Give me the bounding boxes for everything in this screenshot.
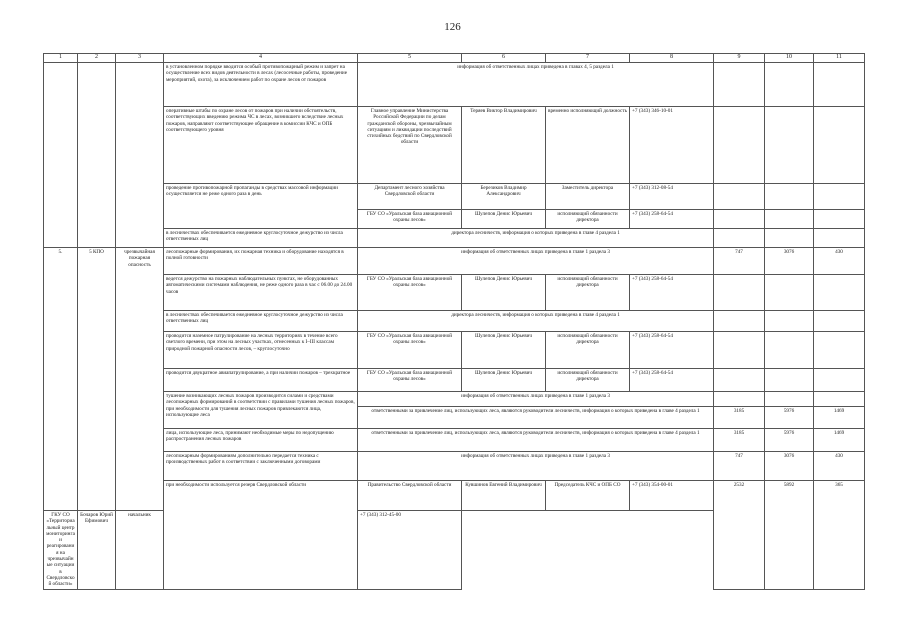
empty-cell	[714, 332, 765, 369]
position-cell: начальник	[116, 511, 164, 590]
table-row	[44, 481, 865, 511]
organization-cell: Главное управление Министерства Российской Федерации по делам гражданской обороны, чрезвычайным ситуациям и ликвидации последствий стихийных бедствий по Свердловской области	[358, 107, 462, 184]
col-header: 5	[358, 54, 462, 63]
value-cell: 3076	[765, 248, 814, 275]
phone-cell: +7 (343) 258-64-54	[630, 332, 714, 369]
col-header: 3	[116, 54, 164, 63]
responsible-info-cell: ответственными за привлечение лиц, использующих леса, являются руководители лесничеств, информация о которых приведена в главе 4 раздела 1	[358, 407, 714, 429]
col-header: 9	[714, 54, 765, 63]
organization-cell: ГБУ СО «Уральская база авиационной охраны лесов»	[358, 275, 462, 311]
table-row	[44, 311, 865, 332]
value-cell: 3185	[714, 429, 765, 452]
position-cell: исполняющий обязанности директора	[546, 275, 630, 311]
empty-cell	[765, 369, 814, 392]
measure-cell: ведется дежурство на пожарных наблюдательных пунктах, не оборудованных автоматическими системами наблюдения, не реже одного раза в час с 06.00 до 24.00 часов	[164, 275, 358, 311]
empty-cell	[765, 107, 814, 184]
col-header: 2	[78, 54, 116, 63]
responsible-info-cell: информация об ответственных лицах приведена в главе 1 раздела 3	[358, 392, 714, 407]
responsible-info-cell: информация об ответственных лицах приведена в главе 1 раздела 3	[358, 248, 714, 275]
table-row	[44, 229, 865, 248]
col-header: 7	[546, 54, 630, 63]
column-number-row	[44, 54, 865, 63]
value-cell: 5976	[765, 429, 814, 452]
value-cell: 430	[814, 248, 865, 275]
empty-cell	[44, 63, 78, 248]
responsible-info-cell: информация об ответственных лицах приведена в главе 1 раздела 3	[358, 452, 714, 481]
person-cell: Шулепов Денис Юрьевич	[462, 369, 546, 392]
measure-cell: в установленном порядке вводится особый противопожарный режим и запрет на осуществление всех видов деятельности в лесах (лесосечные работы, проведение мероприятий, охота), за исключением работ по охране лесов от пожаров	[164, 63, 358, 107]
col-header: 8	[630, 54, 714, 63]
position-cell: исполняющий обязанности директора	[546, 210, 630, 229]
table-row	[44, 107, 865, 184]
organization-cell: Правительство Свердловской области	[358, 481, 462, 511]
value-cell: 365	[814, 481, 865, 590]
empty-cell	[765, 184, 814, 210]
measure-cell: тушение возникающих лесных пожаров производится силами и средствами лесопожарных формирований в соответствии с правилами тушения лесных пожаров, при необходимости для тушения лесных пожаров привлекаются лица, использующие леса	[164, 392, 358, 429]
col-header: 6	[462, 54, 546, 63]
col-header: 11	[814, 54, 865, 63]
table-row	[44, 369, 865, 392]
empty-cell	[78, 63, 116, 248]
responsible-info-cell: директора лесничеств, информация о которых приведена в главе 4 раздела 1	[358, 229, 714, 248]
empty-cell	[814, 275, 865, 311]
person-cell: Шулепов Денис Юрьевич	[462, 275, 546, 311]
measure-cell: проведение противопожарной пропаганды в средствах массовой информации осуществляется не реже одного раза в день	[164, 184, 358, 229]
empty-cell	[714, 229, 765, 248]
empty-cell	[714, 63, 765, 107]
phone-cell: +7 (343) 346-10-01	[630, 107, 714, 184]
empty-cell	[714, 369, 765, 392]
empty-cell	[814, 369, 865, 392]
empty-cell	[765, 311, 814, 332]
phone-cell: +7 (343) 312-08-54	[630, 184, 714, 210]
table-row	[44, 184, 865, 210]
measure-cell: в лесничествах обеспечивается ежедневное круглосуточное дежурство из числа ответственных лиц	[164, 311, 358, 332]
person-cell: Бочаров Юрий Ефимович	[78, 511, 116, 590]
responsible-info-cell: информация об ответственных лицах приведена в главах 4, 5 раздела 1	[358, 63, 714, 107]
value-cell: 430	[814, 452, 865, 481]
organization-cell: ГБУ СО «Уральская база авиационной охраны лесов»	[358, 332, 462, 369]
value-cell: 2532	[714, 481, 765, 590]
empty-cell	[765, 332, 814, 369]
danger-class-cell: чрезвычайная пожарная опасность	[116, 248, 164, 511]
empty-cell	[714, 210, 765, 229]
empty-cell	[814, 184, 865, 210]
value-cell: 747	[714, 452, 765, 481]
organization-cell: ГБУ СО «Уральская база авиационной охраны лесов»	[358, 210, 462, 229]
value-cell: 3076	[765, 452, 814, 481]
empty-cell	[765, 210, 814, 229]
empty-cell	[714, 392, 765, 407]
table-row	[44, 452, 865, 481]
table-row	[44, 332, 865, 369]
empty-cell	[814, 229, 865, 248]
value-cell: 5976	[765, 407, 814, 429]
empty-cell	[814, 392, 865, 407]
position-cell: Заместитель директора	[546, 184, 630, 210]
organization-cell: Департамент лесного хозяйства Свердловской области	[358, 184, 462, 210]
position-cell: Председатель КЧС и ОПБ СО	[546, 481, 630, 511]
fire-measures-table	[43, 53, 865, 590]
empty-cell	[765, 63, 814, 107]
col-header: 4	[164, 54, 358, 63]
empty-cell	[814, 107, 865, 184]
empty-cell	[116, 63, 164, 248]
person-cell: Теряев Виктор Владимирович	[462, 107, 546, 184]
organization-cell: ГКУ СО «Территориальный центр мониторинга и реагирования на чрезвычайные ситуации в Свердловской области»	[44, 511, 78, 590]
person-cell: Кувшинов Евгений Владимирович	[462, 481, 546, 511]
measure-cell: в лесничествах обеспечивается ежедневное круглосуточное дежурство из числа ответственных лиц	[164, 229, 358, 248]
table-row	[44, 63, 865, 107]
measure-cell: лесопожарным формированиям дополнительно передается техника с производственных работ в соответствии с заключенными договорами	[164, 452, 358, 481]
responsible-info-cell: ответственными за привлечение лиц, использующих леса, являются руководители лесничеств, информация о которых приведена в главе 4 раздела 1	[358, 429, 714, 452]
empty-cell	[765, 392, 814, 407]
organization-cell: ГБУ СО «Уральская база авиационной охраны лесов»	[358, 369, 462, 392]
position-cell: исполняющий обязанности директора	[546, 369, 630, 392]
table-row	[44, 248, 865, 275]
col-header: 1	[44, 54, 78, 63]
phone-cell: +7 (343) 258-64-54	[630, 369, 714, 392]
empty-cell	[714, 275, 765, 311]
page-number: 126	[444, 21, 461, 33]
empty-cell	[814, 311, 865, 332]
measure-cell: лесопожарные формирования, их пожарная техника и оборудование находятся в полной готовности	[164, 248, 358, 275]
measure-cell: лица, использующие леса, принимают необходимые меры по недопущению распространения лесных пожаров	[164, 429, 358, 452]
kpo-class-cell: 5 КПО	[78, 248, 116, 511]
empty-cell	[814, 210, 865, 229]
measure-cell: проводится наземное патрулирование на лесных территориях в течение всего светлого времени, при этом на лесных участках, отнесенных к I–III классам природной пожарной опасности лесов, – круглосуточно	[164, 332, 358, 369]
value-cell: 1469	[814, 429, 865, 452]
value-cell: 747	[714, 248, 765, 275]
measure-cell: при необходимости используется резерв Свердловской области	[164, 481, 358, 590]
measure-cell: оперативные штабы по охране лесов от пожаров при наличии обстоятельств, соответствующих введению режима ЧС в лесах, возникшего вследствие лесных пожаров, направляют соответствующее обращение в комиссии КЧС и ОПБ соответствующего уровня	[164, 107, 358, 184]
value-cell: 3185	[714, 407, 765, 429]
table-row	[44, 429, 865, 452]
value-cell: 1469	[814, 407, 865, 429]
responsible-info-cell: директора лесничеств, информация о которых приведена в главе 4 раздела 1	[358, 311, 714, 332]
phone-cell: +7 (343) 354-00-01	[630, 481, 714, 511]
person-cell: Шулепов Денис Юрьевич	[462, 210, 546, 229]
position-cell: временно исполняющий должность	[546, 107, 630, 184]
table-row	[44, 392, 865, 407]
person-cell: Березиков Владимир Александрович	[462, 184, 546, 210]
phone-cell: +7 (343) 258-64-54	[630, 210, 714, 229]
col-header: 10	[765, 54, 814, 63]
table-row	[44, 275, 865, 311]
measure-cell: проводится двукратное авиапатрулирование, а при наличии пожаров – трехкратное	[164, 369, 358, 392]
phone-cell: +7 (343) 258-64-54	[630, 275, 714, 311]
person-cell: Шулепов Денис Юрьевич	[462, 332, 546, 369]
empty-cell	[814, 63, 865, 107]
empty-cell	[714, 107, 765, 184]
empty-cell	[765, 275, 814, 311]
value-cell: 5892	[765, 481, 814, 590]
empty-cell	[714, 311, 765, 332]
position-cell: исполняющий обязанности директора	[546, 332, 630, 369]
empty-cell	[814, 332, 865, 369]
empty-cell	[714, 184, 765, 210]
empty-cell	[765, 229, 814, 248]
phone-cell: +7 (343) 312-45-00	[358, 511, 462, 590]
row-number-cell: 5.	[44, 248, 78, 511]
